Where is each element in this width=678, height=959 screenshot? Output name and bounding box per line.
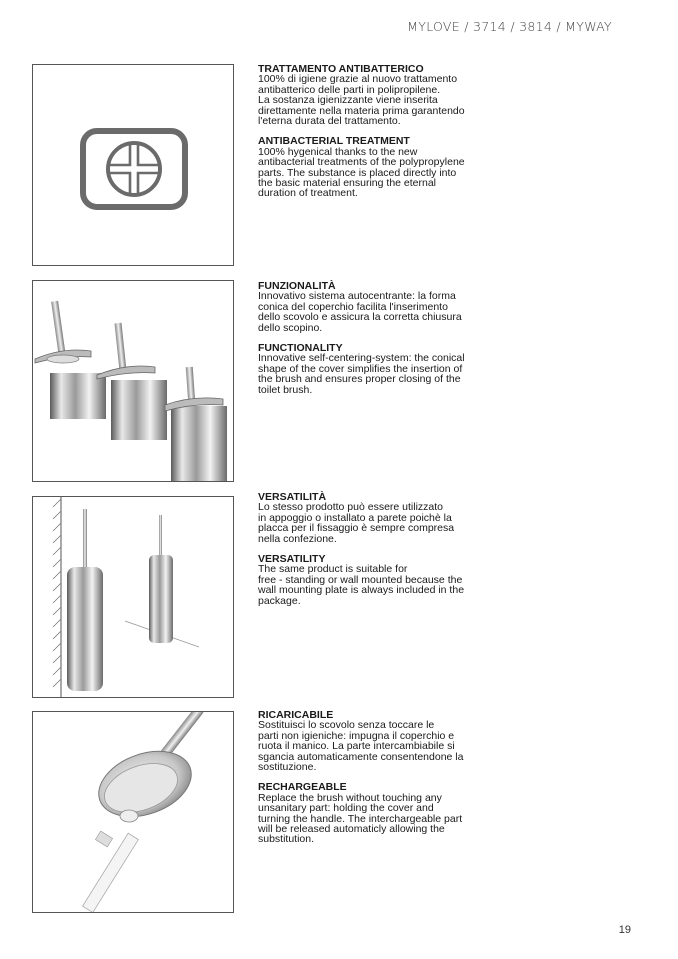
section-title-en: ANTIBACTERIAL TREATMENT bbox=[258, 135, 410, 148]
section-versatility bbox=[258, 492, 498, 616]
self-centering-brush-holders-image bbox=[33, 281, 233, 481]
section-title-it: VERSATILITÀ bbox=[258, 491, 327, 503]
section-title-it: FUNZIONALITÀ bbox=[258, 280, 336, 292]
antibacterial-panel bbox=[32, 64, 234, 266]
section-text-en: Innovative self-centering-system: the conical shape of the cover simplifies the insertion of the brush and ensures proper closing of the toilet brush. bbox=[258, 352, 465, 396]
antibacterial-cross-icon bbox=[33, 65, 233, 265]
section-text-it: 100% di igiene grazie al nuovo trattamento antibatterico delle parti in polipropilene. La sostanza igienizzante viene inserita direttamente nella materia prima garantendo l'eterna durata del trattamento. bbox=[258, 73, 465, 128]
section-text-en: The same product is suitable for free - standing or wall mounted because the wall mounting plate is always included in the package. bbox=[258, 563, 465, 607]
section-functionality bbox=[258, 281, 498, 405]
functionality-panel bbox=[32, 280, 234, 482]
rechargeable-brush-head-image bbox=[33, 712, 233, 912]
versatility-panel bbox=[32, 496, 234, 698]
section-text-it: Sostituisci lo scovolo senza toccare le parti non igieniche: impugna il coperchio e ruota il manico. La parte intercambiabile si sgancia automaticamente consentendone la sostituzione. bbox=[258, 719, 464, 774]
rechargeable-panel bbox=[32, 711, 234, 913]
section-antibacterial bbox=[258, 64, 498, 209]
wall-and-floor-brush-holders-image bbox=[33, 497, 233, 697]
page-number: 19 bbox=[618, 924, 631, 936]
section-title-en: FUNCTIONALITY bbox=[258, 342, 343, 355]
section-text-en: 100% hygenical thanks to the new antibacterial treatments of the polypropylene parts. The substance is placed directly into the basic material ensuring the eternal duration of treatment. bbox=[258, 145, 465, 200]
section-text-it: Lo stesso prodotto può essere utilizzato in appoggio o installato a parete poichè la placca per il fissaggio è sempre compresa nella confezione. bbox=[258, 501, 455, 545]
section-text-en: Replace the brush without touching any unsanitary part: holding the cover and turning the handle. The interchargeable part will be released automaticly allowing the substitution. bbox=[258, 791, 463, 846]
section-title-en: VERSATILITY bbox=[258, 553, 326, 566]
section-title-it: TRATTAMENTO ANTIBATTERICO bbox=[258, 63, 424, 75]
section-rechargeable bbox=[258, 710, 498, 855]
section-title-en: RECHARGEABLE bbox=[258, 781, 347, 794]
section-text-it: Innovativo sistema autocentrante: la forma conica del coperchio facilita l'inserimento dello scovolo e assicura la corretta chiusura dello scopino. bbox=[258, 290, 462, 334]
catalog-header-title: MYLOVE / 3714 / 3814 / MYWAY bbox=[407, 19, 612, 34]
section-title-it: RICARICABILE bbox=[258, 709, 334, 721]
